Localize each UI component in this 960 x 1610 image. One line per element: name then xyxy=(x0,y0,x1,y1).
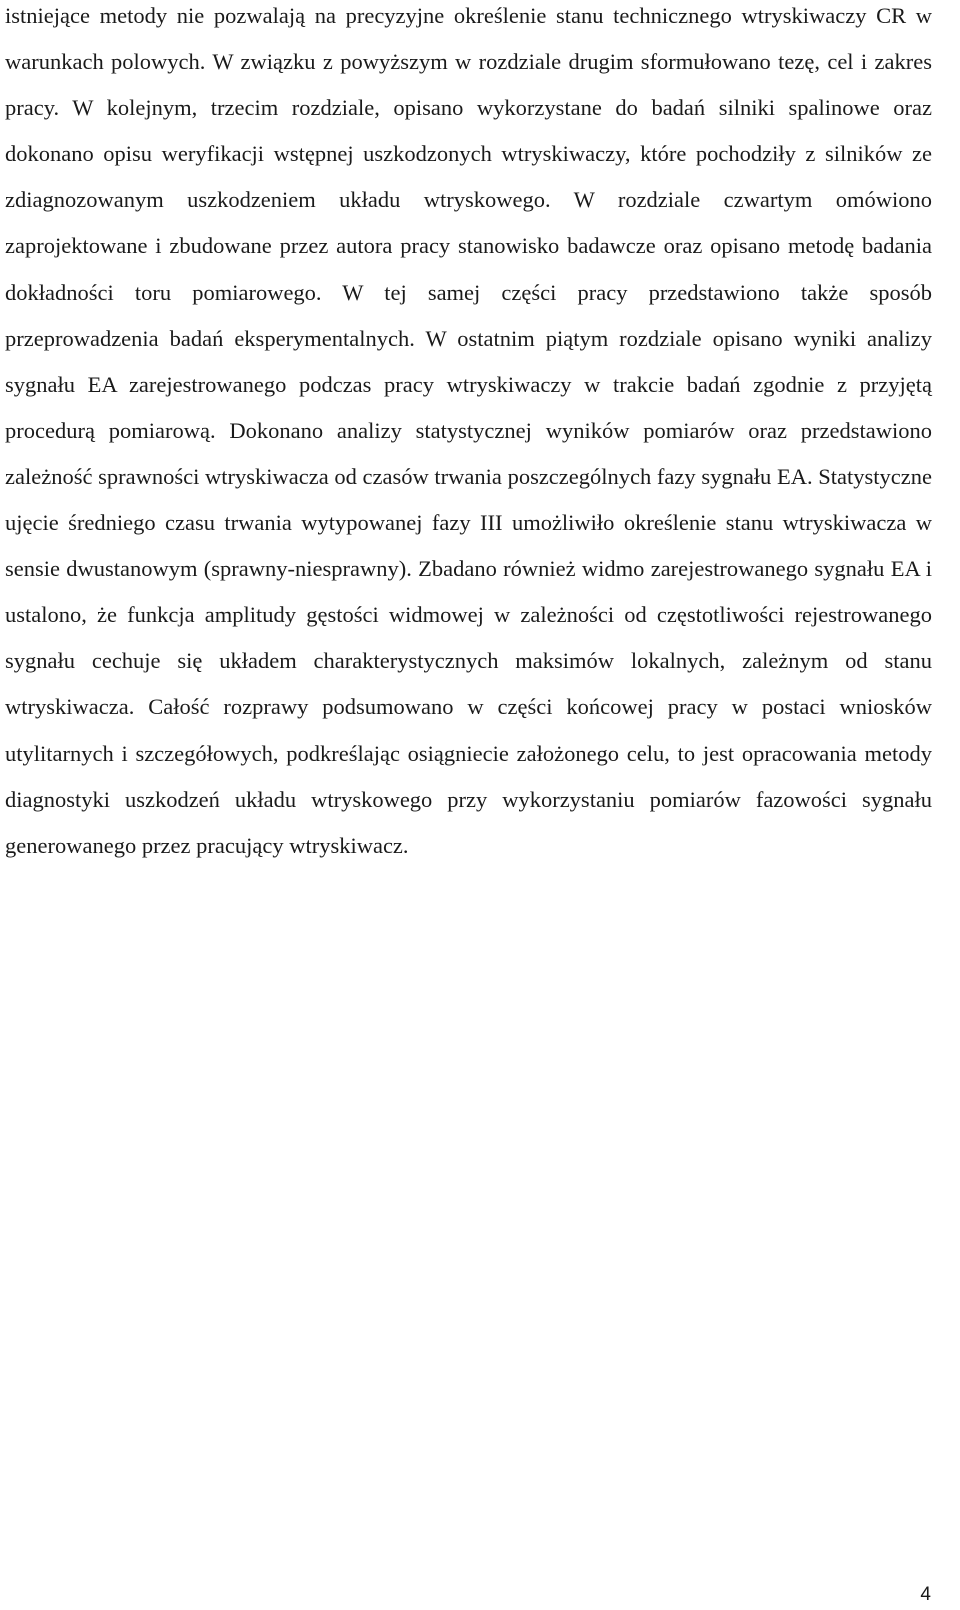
body-text xyxy=(5,0,932,869)
paragraph: istniejące metody nie pozwalają na precyzyjne określenie stanu technicznego wtryskiwaczy CR w warunkach polowych. W związku z powyższym w rozdziale drugim sformułowano tezę, cel i zakres pracy. W kolejnym, trzecim rozdziale, opisano wykorzystane do badań silniki spalinowe oraz dokonano opisu weryfikacji wstępnej uszkodzonych wtryskiwaczy, które pochodziły z silników ze zdiagnozowanym uszkodzeniem układu wtryskowego. W rozdziale czwartym omówiono zaprojektowane i zbudowane przez autora pracy stanowisko badawcze oraz opisano metodę badania dokładności toru pomiarowego. W tej samej części pracy przedstawiono także sposób przeprowadzenia badań eksperymentalnych. W ostatnim piątym rozdziale opisano wyniki analizy sygnału EA zarejestrowanego podczas pracy wtryskiwaczy w trakcie badań zgodnie z przyjętą procedurą pomiarową. Dokonano analizy statystycznej wyników pomiarów oraz przedstawiono zależność sprawności wtryskiwacza od czasów trwania poszczególnych fazy sygnału EA. Statystyczne ujęcie średniego czasu trwania wytypowanej fazy III umożliwiło określenie stanu wtryskiwacza w sensie dwustanowym (sprawny-niesprawny). Zbadano również widmo zarejestrowanego sygnału EA i ustalono, że funkcja amplitudy gęstości widmowej w zależności od częstotliwości rejestrowanego sygnału cechuje się układem charakterystycznych maksimów lokalnych, zależnym od stanu wtryskiwacza. Całość rozprawy podsumowano w części końcowej pracy w postaci wniosków utylitarnych i szczegółowych, podkreślając osiągniecie założonego celu, to jest opracowania metody diagnostyki uszkodzeń układu wtryskowego przy wykorzystaniu pomiarów fazowości sygnału generowanego przez pracujący wtryskiwacz. xyxy=(5,3,932,858)
page-number: 4 xyxy=(920,1584,931,1605)
